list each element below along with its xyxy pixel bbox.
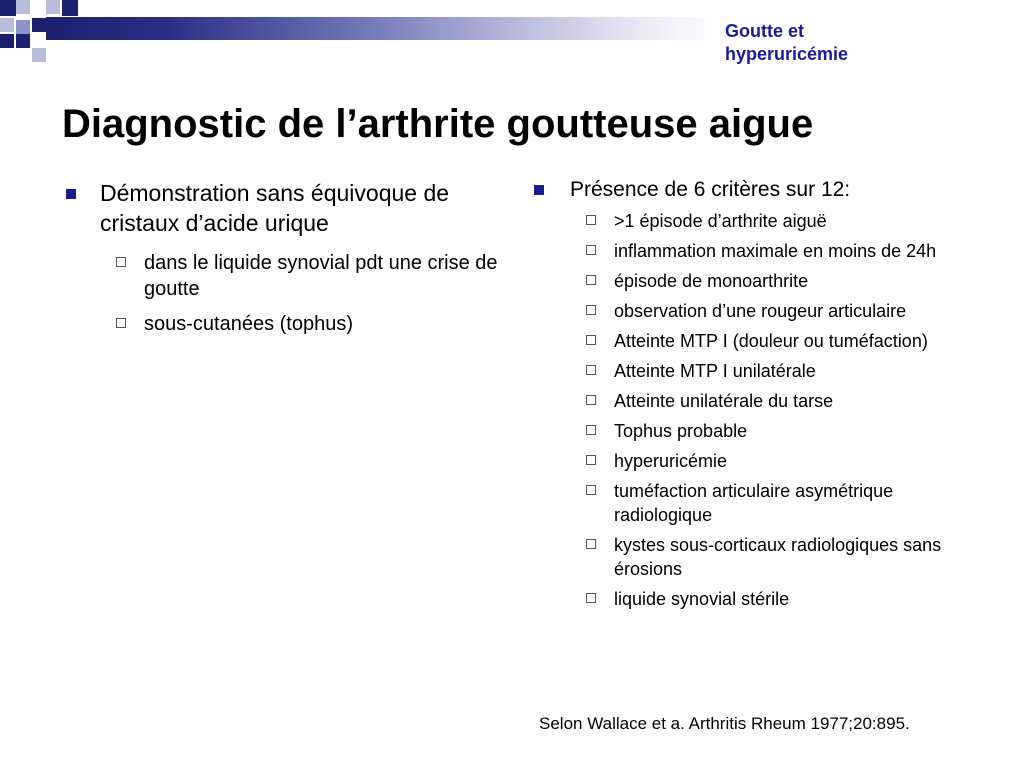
hollow-square-bullet-icon xyxy=(586,275,596,285)
decorative-square xyxy=(16,34,30,48)
decorative-square xyxy=(62,0,78,16)
criterion-item xyxy=(584,359,972,383)
decorative-square xyxy=(32,18,46,32)
left-column xyxy=(62,178,502,346)
criterion-item xyxy=(584,329,972,353)
criterion-item xyxy=(584,239,972,263)
decorative-gradient-bar xyxy=(46,17,720,40)
bullet-list xyxy=(532,176,972,611)
sub-bullet-list xyxy=(100,250,502,337)
list-item-text: Démonstration sans équivoque de cristaux d’acide urique xyxy=(100,180,450,236)
criterion-text: hyperuricémie xyxy=(614,451,728,471)
hollow-square-bullet-icon xyxy=(586,395,596,405)
hollow-square-bullet-icon xyxy=(586,245,596,255)
criterion-item xyxy=(584,389,972,413)
criterion-text: épisode de monoarthrite xyxy=(614,271,809,291)
decorative-square xyxy=(0,34,14,48)
criterion-item xyxy=(584,533,972,581)
criterion-item xyxy=(584,587,972,611)
criterion-item xyxy=(584,209,972,233)
sub-list-item-text: sous-cutanées (tophus) xyxy=(144,313,354,335)
criterion-text: >1 épisode d’arthrite aiguë xyxy=(614,211,827,231)
decorative-square xyxy=(0,18,14,32)
criterion-text: kystes sous-corticaux radiologiques sans érosions xyxy=(614,535,942,579)
citation: Selon Wallace et a. Arthritis Rheum 1977;20:895. xyxy=(539,714,910,733)
sub-list-item xyxy=(114,311,502,337)
hollow-square-bullet-icon xyxy=(586,215,596,225)
square-bullet-icon xyxy=(534,185,544,195)
slide-title: Diagnostic de l’arthrite goutteuse aigue xyxy=(62,102,814,146)
criterion-text: Atteinte MTP I unilatérale xyxy=(614,361,816,381)
hollow-square-bullet-icon xyxy=(116,257,126,267)
hollow-square-bullet-icon xyxy=(586,305,596,315)
list-item-text: Présence de 6 critères sur 12: xyxy=(570,178,851,201)
hollow-square-bullet-icon xyxy=(586,455,596,465)
criterion-text: tuméfaction articulaire asymétrique radiologique xyxy=(614,481,894,525)
decorative-square xyxy=(32,48,46,62)
criterion-item xyxy=(584,479,972,527)
criterion-item xyxy=(584,419,972,443)
criterion-text: liquide synovial stérile xyxy=(614,589,790,609)
sub-list-item-text: dans le liquide synovial pdt une crise de goutte xyxy=(144,252,498,300)
criteria-list xyxy=(570,209,972,611)
list-item xyxy=(532,176,972,611)
hollow-square-bullet-icon xyxy=(116,318,126,328)
criterion-item xyxy=(584,269,972,293)
criterion-item xyxy=(584,449,972,473)
section-title: Goutte et hyperuricémie xyxy=(725,21,849,64)
criterion-text: Atteinte unilatérale du tarse xyxy=(614,391,834,411)
square-bullet-icon xyxy=(66,189,76,199)
criterion-text: Tophus probable xyxy=(614,421,748,441)
criterion-item xyxy=(584,299,972,323)
hollow-square-bullet-icon xyxy=(586,365,596,375)
criterion-text: inflammation maximale en moins de 24h xyxy=(614,241,937,261)
bullet-list xyxy=(62,178,502,337)
criterion-text: observation d’une rougeur articulaire xyxy=(614,301,907,321)
decorative-square xyxy=(16,20,30,34)
sub-list-item xyxy=(114,250,502,302)
hollow-square-bullet-icon xyxy=(586,425,596,435)
hollow-square-bullet-icon xyxy=(586,335,596,345)
decorative-square xyxy=(0,0,16,16)
hollow-square-bullet-icon xyxy=(586,485,596,495)
decorative-square xyxy=(46,0,60,14)
decorative-square xyxy=(16,0,30,14)
criterion-text: Atteinte MTP I (douleur ou tuméfaction) xyxy=(614,331,928,351)
list-item xyxy=(62,178,502,337)
hollow-square-bullet-icon xyxy=(586,593,596,603)
right-column xyxy=(532,176,972,617)
hollow-square-bullet-icon xyxy=(586,539,596,549)
